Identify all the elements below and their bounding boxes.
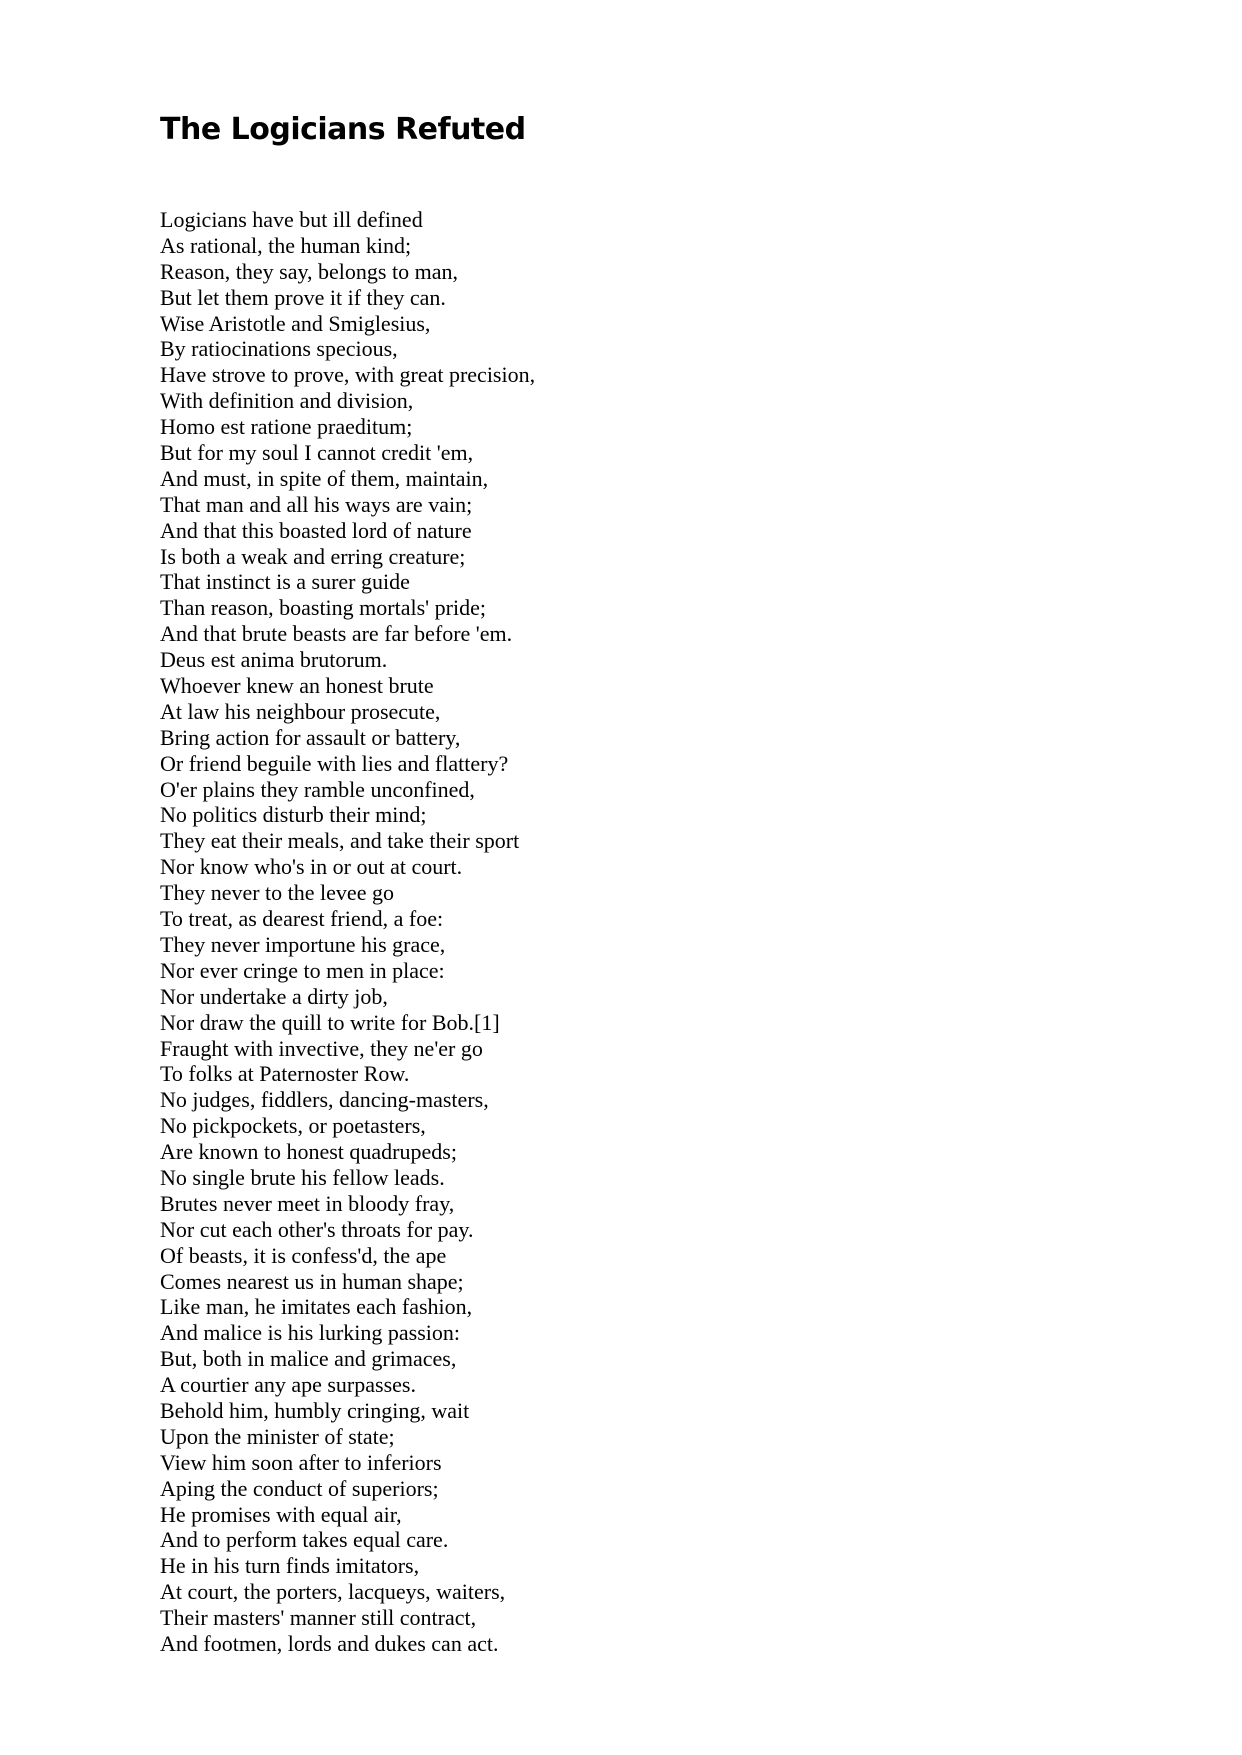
poem-line: And malice is his lurking passion: bbox=[160, 1320, 461, 1346]
poem-line: O'er plains they ramble unconfined, bbox=[160, 776, 475, 802]
poem-line: Is both a weak and erring creature; bbox=[160, 543, 466, 569]
poem-line: He in his turn finds imitators, bbox=[160, 1553, 420, 1579]
poem-title: The Logicians Refuted bbox=[160, 112, 526, 147]
poem-line: Deus est anima brutorum. bbox=[160, 647, 388, 673]
poem-line: At court, the porters, lacqueys, waiters, bbox=[160, 1579, 506, 1605]
poem-line: To folks at Paternoster Row. bbox=[160, 1061, 410, 1087]
poem-line: Behold him, humbly cringing, wait bbox=[160, 1397, 470, 1423]
poem-line: No pickpockets, or poetasters, bbox=[160, 1113, 426, 1139]
poem-line: Logicians have but ill defined bbox=[160, 207, 423, 232]
poem-line: No politics disturb their mind; bbox=[160, 802, 427, 828]
poem-line: Nor ever cringe to men in place: bbox=[160, 957, 445, 983]
poem-line: Upon the minister of state; bbox=[160, 1423, 395, 1449]
poem-line: No single brute his fellow leads. bbox=[160, 1164, 445, 1190]
poem-line: Nor undertake a dirty job, bbox=[160, 983, 388, 1009]
poem-line: And footmen, lords and dukes can act. bbox=[160, 1630, 499, 1656]
poem-line: And to perform takes equal care. bbox=[160, 1527, 449, 1553]
poem-line: Or friend beguile with lies and flattery? bbox=[160, 750, 509, 776]
poem-line: And that this boasted lord of nature bbox=[160, 517, 472, 543]
poem-line: Of beasts, it is confess'd, the ape bbox=[160, 1242, 447, 1268]
poem-line: Brutes never meet in bloody fray, bbox=[160, 1190, 455, 1216]
poem-line: That instinct is a surer guide bbox=[160, 569, 410, 595]
poem-line: Fraught with invective, they ne'er go bbox=[160, 1035, 483, 1061]
poem-line: At law his neighbour prosecute, bbox=[160, 698, 441, 724]
poem-body bbox=[160, 207, 535, 1657]
poem-line: Their masters' manner still contract, bbox=[160, 1605, 477, 1631]
poem-line: Nor draw the quill to write for Bob.[1] bbox=[160, 1009, 500, 1035]
poem-line: Nor cut each other's throats for pay. bbox=[160, 1216, 474, 1242]
poem-line: View him soon after to inferiors bbox=[160, 1449, 442, 1475]
poem-line: Than reason, boasting mortals' pride; bbox=[160, 595, 486, 621]
poem-line: Reason, they say, belongs to man, bbox=[160, 258, 458, 284]
poem-line: They eat their meals, and take their sport bbox=[160, 828, 520, 854]
poem-line: To treat, as dearest friend, a foe: bbox=[160, 906, 444, 932]
poem-line: They never to the levee go bbox=[160, 880, 394, 906]
poem-line: Bring action for assault or battery, bbox=[160, 724, 461, 750]
poem-line: Nor know who's in or out at court. bbox=[160, 854, 463, 880]
poem-line: With definition and division, bbox=[160, 388, 414, 414]
poem-line: And that brute beasts are far before 'em. bbox=[160, 621, 513, 647]
poem-line: Are known to honest quadrupeds; bbox=[160, 1139, 457, 1165]
poem-line: But let them prove it if they can. bbox=[160, 284, 446, 310]
poem-line: Wise Aristotle and Smiglesius, bbox=[160, 310, 431, 336]
poem-line: Aping the conduct of superiors; bbox=[160, 1475, 439, 1501]
poem-line: As rational, the human kind; bbox=[160, 232, 412, 258]
poem-line: That man and all his ways are vain; bbox=[160, 491, 473, 517]
poem-line: He promises with equal air, bbox=[160, 1501, 402, 1527]
poem-line: By ratiocinations specious, bbox=[160, 336, 398, 362]
poem-line: Homo est ratione praeditum; bbox=[160, 414, 413, 440]
poem-line: But for my soul I cannot credit 'em, bbox=[160, 440, 474, 466]
poem-line: They never importune his grace, bbox=[160, 931, 446, 957]
poem-line: No judges, fiddlers, dancing-masters, bbox=[160, 1087, 489, 1113]
poem-line: And must, in spite of them, maintain, bbox=[160, 465, 489, 491]
poem-line: Comes nearest us in human shape; bbox=[160, 1268, 464, 1294]
poem-line: Whoever knew an honest brute bbox=[160, 673, 434, 699]
poem-line: A courtier any ape surpasses. bbox=[160, 1372, 416, 1398]
poem-line: But, both in malice and grimaces, bbox=[160, 1346, 457, 1372]
poem-line: Like man, he imitates each fashion, bbox=[160, 1294, 473, 1320]
poem-line: Have strove to prove, with great precision, bbox=[160, 362, 536, 388]
